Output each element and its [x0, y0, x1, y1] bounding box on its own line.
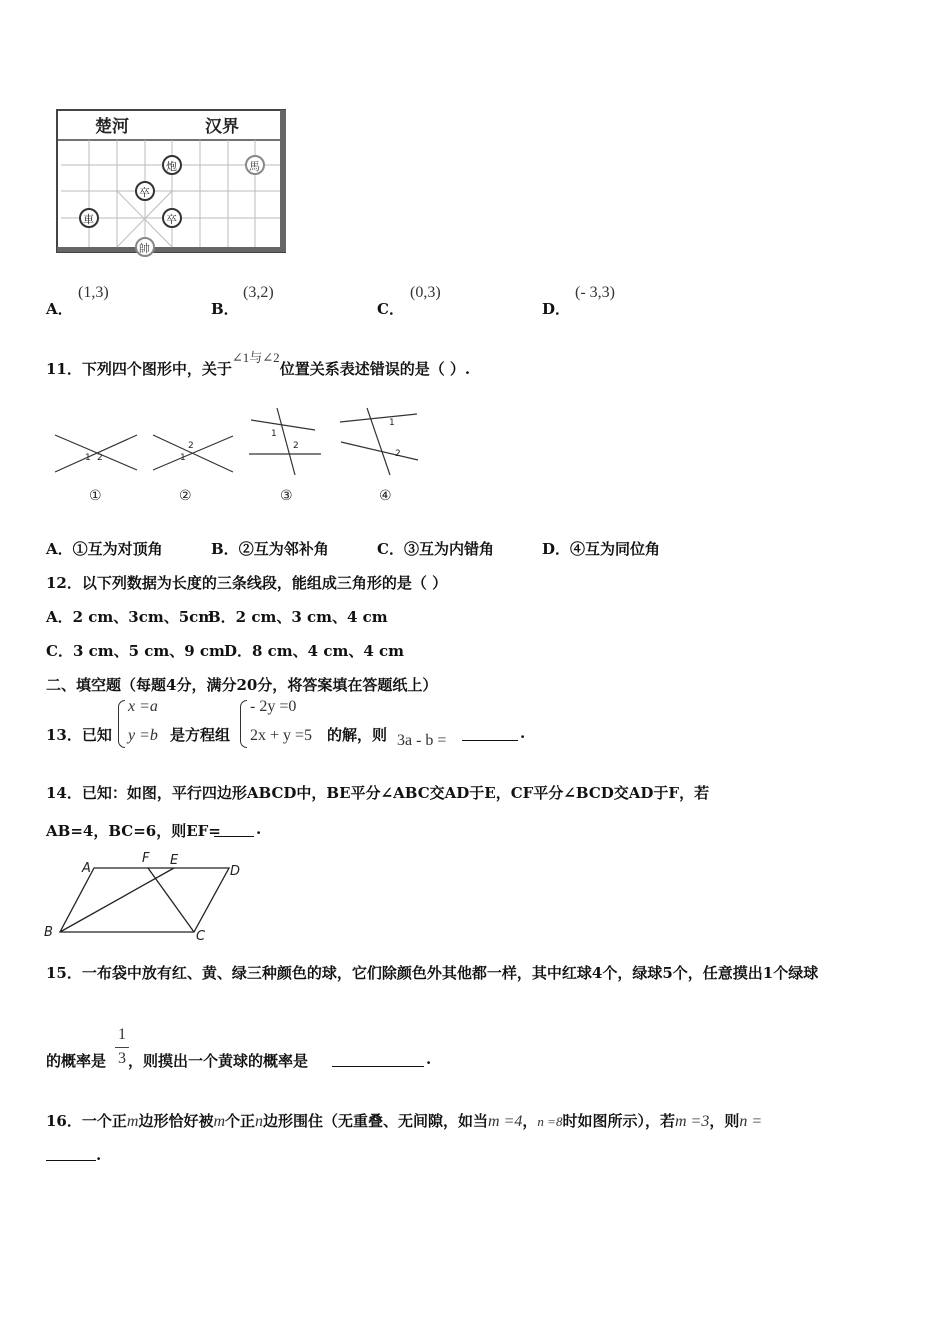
q10-option-d[interactable]: D． [542, 300, 571, 318]
section-heading: 二、填空题（每题4分，满分20分，将答案填在答题纸上） [46, 676, 438, 694]
svg-text:炮: 炮 [166, 160, 177, 173]
svg-text:馬: 馬 [249, 160, 260, 173]
svg-text:1: 1 [180, 453, 186, 463]
svg-text:1: 1 [271, 429, 277, 439]
q11-option-a[interactable]: A．①互为对顶角 [46, 540, 163, 558]
q10-option-d-value: (- 3,3) [575, 284, 615, 301]
svg-text:1: 1 [85, 453, 91, 463]
chess-piece [136, 182, 154, 200]
svg-text:2: 2 [97, 453, 103, 463]
q13-prefix: 13．已知 [46, 726, 112, 744]
q13-expression: 3a - b = [397, 732, 447, 749]
q10-option-c[interactable]: C． [377, 300, 404, 318]
chess-piece [163, 209, 181, 227]
svg-text:2: 2 [188, 441, 194, 451]
board-label-right: 汉界 [205, 117, 239, 137]
q13-answer-blank[interactable] [462, 726, 518, 741]
q10-option-b-value: (3,2) [243, 284, 274, 301]
q15-fraction-bar [115, 1047, 129, 1048]
system2-line1: - 2y =0 [250, 698, 297, 715]
q15-mid2: ，则摸出一个黄球的概率是 [128, 1052, 309, 1070]
q11-stem: 11．下列四个图形中，关于∠1与∠2位置关系表述错误的是（ ）. [46, 350, 471, 378]
q11-figures [45, 400, 445, 510]
q10-option-c-value: (0,3) [410, 284, 441, 301]
q15-line1: 15．一布袋中放有红、黄、绿三种颜色的球，它们除颜色外其他都一样，其中红球4个，绿球5个，任意摸出1个绿球 [46, 964, 819, 982]
system1-brace [118, 700, 125, 748]
q16-end: . [96, 1146, 102, 1164]
q14-line1: 14．已知：如图，平行四边形ABCD中，BE平分∠ABC交AD于E，CF平分∠BCD交AD于F，若 [46, 784, 710, 802]
q12-stem: 12．以下列数据为长度的三条线段，能组成三角形的是（ ） [46, 574, 448, 592]
system1-line1: x =a [128, 698, 158, 715]
figure-label-2: ② [179, 488, 192, 504]
point-d: D [230, 864, 241, 879]
q15-fraction-denominator: 3 [118, 1050, 126, 1067]
system2-brace [240, 700, 247, 748]
point-c: C [196, 929, 206, 942]
system1-line2: y =b [128, 727, 158, 744]
q10-option-a[interactable]: A． [46, 300, 73, 318]
q16-answer-blank[interactable] [46, 1146, 96, 1161]
q15-fraction-numerator: 1 [118, 1026, 126, 1043]
q10-option-b[interactable]: B． [211, 300, 239, 318]
figure-label-1: ① [89, 488, 102, 504]
system2-line2: 2x + y =5 [250, 727, 313, 744]
q12-option-b[interactable]: B．2 cm、3 cm、4 cm [208, 608, 388, 626]
board-label-left: 楚河 [95, 117, 129, 137]
svg-text:1: 1 [389, 418, 395, 428]
chess-piece [136, 238, 154, 256]
point-b: B [44, 925, 53, 940]
point-e: E [170, 853, 179, 868]
chess-board-figure [55, 108, 290, 258]
svg-text:車: 車 [83, 213, 94, 226]
q13-suffix: 的解，则 [327, 726, 388, 744]
svg-text:卒: 卒 [139, 186, 150, 199]
q15-prefix2: 的概率是 [46, 1052, 107, 1070]
q11-angles: ∠1与∠2 [231, 350, 280, 365]
svg-text:帥: 帥 [139, 242, 150, 255]
q13-end: . [520, 724, 526, 742]
q14-end: . [256, 820, 262, 838]
point-a: A [82, 861, 91, 876]
point-f: F [142, 851, 150, 866]
parallelogram-figure [44, 848, 244, 942]
q15-answer-blank[interactable] [332, 1052, 424, 1067]
chess-piece [246, 156, 264, 174]
svg-text:卒: 卒 [166, 213, 177, 226]
q12-option-c[interactable]: C．3 cm、5 cm、9 cm [46, 642, 225, 660]
chess-piece [80, 209, 98, 227]
q11-option-b[interactable]: B．②互为邻补角 [211, 540, 329, 558]
q14-line2: AB=4，BC=6，则EF= [46, 822, 221, 840]
q16-line1: 16．一个正m边形恰好被m个正n边形围住（无重叠、无间隙，如当m =4，n =8时如图所示），若m =3，则n = [46, 1112, 763, 1130]
q15-end: . [426, 1050, 432, 1068]
chess-piece [163, 156, 181, 174]
q12-option-d[interactable]: D．8 cm、4 cm、4 cm [224, 642, 405, 660]
figure-label-4: ④ [379, 488, 392, 504]
q14-answer-blank[interactable] [214, 822, 254, 837]
q13-mid: 是方程组 [170, 726, 231, 744]
q12-option-a[interactable]: A．2 cm、3cm、5cm [46, 608, 215, 626]
q11-option-c[interactable]: C．③互为内错角 [377, 540, 494, 558]
angle-marks [85, 418, 401, 463]
q10-option-a-value: (1,3) [78, 284, 109, 301]
q11-option-d[interactable]: D．④互为同位角 [542, 540, 661, 558]
svg-text:2: 2 [293, 441, 299, 451]
svg-text:2: 2 [395, 449, 401, 459]
figure-label-3: ③ [280, 488, 293, 504]
